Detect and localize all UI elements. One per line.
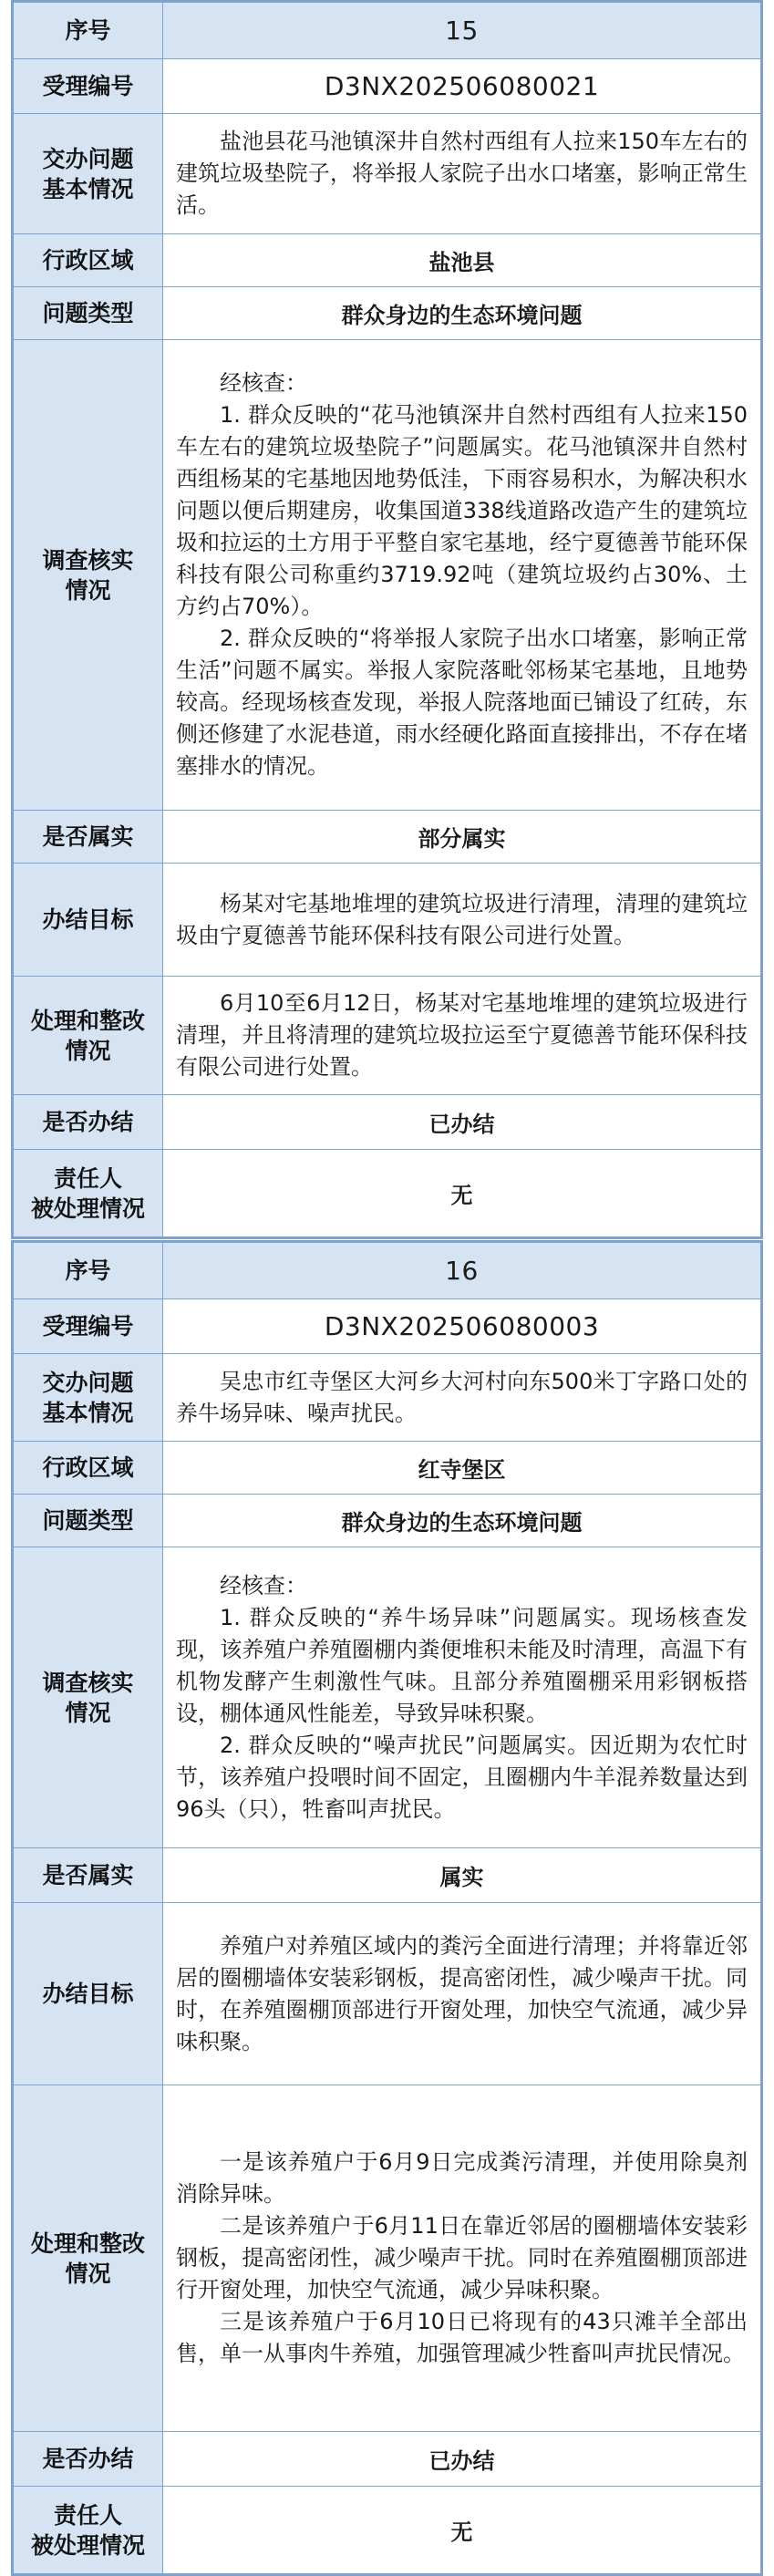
- case-card: [11, 0, 763, 1239]
- case-card: [11, 1240, 763, 2576]
- investigation-para: 2. 群众反映的“噪声扰民”问题属实。因近期为农忙时节，该养殖户投喂时间不固定，且圈棚内牛羊混养数量达到96头（只），牲畜叫声扰民。: [176, 1732, 748, 1822]
- issue-text: 吴忠市红寺堡区大河乡大河村向东500米丁字路口处的养牛场异味、噪声扰民。: [176, 1368, 748, 1426]
- row-seq: [14, 1243, 761, 1299]
- label-seq: 序号: [14, 3, 163, 59]
- value-handling: [163, 2085, 761, 2432]
- label-accountability: [14, 2487, 163, 2574]
- label-issue: [14, 1354, 163, 1442]
- value-issue: [163, 114, 761, 234]
- value-acceptance-no: D3NX202506080003: [163, 1299, 761, 1354]
- label-issue-type: 问题类型: [14, 1495, 163, 1547]
- value-region: 盐池县: [163, 234, 761, 287]
- goal-text: 杨某对宅基地堆埋的建筑垃圾进行清理，清理的建筑垃圾由宁夏德善节能环保科技有限公司进行处置。: [176, 890, 748, 948]
- label-verified: 是否属实: [14, 811, 163, 864]
- value-goal: [163, 1903, 761, 2085]
- investigation-para: 经核查：: [220, 370, 307, 396]
- value-seq: 16: [163, 1243, 761, 1299]
- label-investigation-line2: 情况: [65, 576, 111, 604]
- case-table: [13, 2, 761, 1237]
- row-handling: [14, 977, 761, 1095]
- row-seq: [14, 3, 761, 59]
- label-closed: 是否办结: [14, 2432, 163, 2487]
- row-investigation: [14, 1547, 761, 1848]
- label-issue-line2: 基本情况: [42, 175, 134, 202]
- label-acceptance-no: 受理编号: [14, 1299, 163, 1354]
- row-goal: [14, 864, 761, 977]
- label-investigation: [14, 340, 163, 811]
- label-accountability-line1: 责任人: [53, 2501, 122, 2529]
- investigation-para: 1. 群众反映的“花马池镇深井自然村西组有人拉来150车左右的建筑垃圾垫院子”问题属实。花马池镇深井自然村西组杨某的宅基地因地势低洼，下雨容易积水，为解决积水问题以便后期建房，收集国道338线道路改造产生的建筑垃圾和拉运的土方用于平整自家宅基地，经宁夏德善节能环保科技有限公司称重约3719.92吨（建筑垃圾约占30%、土方约占70%）。: [176, 402, 748, 619]
- goal-text: 养殖户对养殖区域内的粪污全面进行清理；并将靠近邻居的圈棚墙体安装彩钢板，提高密闭性，减少噪声干扰。同时，在养殖圈棚顶部进行开窗处理，加快空气流通，减少异味积聚。: [176, 1932, 748, 2054]
- value-closed: 已办结: [163, 1095, 761, 1150]
- label-handling: [14, 977, 163, 1095]
- value-closed: 已办结: [163, 2432, 761, 2487]
- label-investigation: [14, 1547, 163, 1848]
- value-issue-type: 群众身边的生态环境问题: [163, 1495, 761, 1547]
- label-issue: [14, 114, 163, 234]
- label-accountability: [14, 1150, 163, 1237]
- label-accountability-line1: 责任人: [53, 1164, 122, 1192]
- row-handling: [14, 2085, 761, 2432]
- handling-para: 二是该养殖户于6月11日在靠近邻居的圈棚墙体安装彩钢板，提高密闭性，减少噪声干扰。同时在养殖圈棚顶部进行开窗处理，加快空气流通，减少异味积聚。: [176, 2213, 748, 2302]
- row-acceptance-no: [14, 59, 761, 114]
- row-accountability: [14, 1150, 761, 1237]
- issue-text: 盐池县花马池镇深井自然村西组有人拉来150车左右的建筑垃圾垫院子，将举报人家院子出水口堵塞，影响正常生活。: [176, 129, 748, 218]
- label-region: 行政区域: [14, 1442, 163, 1495]
- row-verified: [14, 1848, 761, 1903]
- case-table: [13, 1242, 761, 2574]
- row-issue-type: [14, 287, 761, 340]
- value-accountability: 无: [163, 1150, 761, 1237]
- value-goal: [163, 864, 761, 977]
- label-issue-type: 问题类型: [14, 287, 163, 340]
- row-verified: [14, 811, 761, 864]
- value-acceptance-no: D3NX202506080021: [163, 59, 761, 114]
- row-closed: [14, 2432, 761, 2487]
- handling-para: 一是该养殖户于6月9日完成粪污清理，并使用除臭剂消除异味。: [176, 2149, 748, 2207]
- label-investigation-line1: 调查核实: [42, 1669, 134, 1696]
- row-accountability: [14, 2487, 761, 2574]
- label-handling-line1: 处理和整改: [30, 1007, 145, 1034]
- value-verified: 部分属实: [163, 811, 761, 864]
- label-handling: [14, 2085, 163, 2432]
- row-issue: [14, 1354, 761, 1442]
- label-investigation-line1: 调查核实: [42, 546, 134, 574]
- row-region: [14, 1442, 761, 1495]
- row-issue: [14, 114, 761, 234]
- value-region: 红寺堡区: [163, 1442, 761, 1495]
- label-closed: 是否办结: [14, 1095, 163, 1150]
- handling-para: 6月10至6月12日，杨某对宅基地堆埋的建筑垃圾进行清理，并且将清理的建筑垃圾拉运至宁夏德善节能环保科技有限公司进行处置。: [176, 990, 748, 1080]
- row-acceptance-no: [14, 1299, 761, 1354]
- label-seq: 序号: [14, 1243, 163, 1299]
- label-verified: 是否属实: [14, 1848, 163, 1903]
- investigation-para: 2. 群众反映的“将举报人家院子出水口堵塞，影响正常生活”问题不属实。举报人家院落毗邻杨某宅基地，且地势较高。经现场核查发现，举报人院落地面已铺设了红砖，东侧还修建了水泥巷道，雨水经硬化路面直接排出，不存在堵塞排水的情况。: [176, 626, 748, 779]
- label-issue-line1: 交办问题: [42, 145, 134, 172]
- label-issue-line2: 基本情况: [42, 1399, 134, 1426]
- value-accountability: 无: [163, 2487, 761, 2574]
- row-goal: [14, 1903, 761, 2085]
- handling-para: 三是该养殖户于6月10日已将现有的43只滩羊全部出售，单一从事肉牛养殖，加强管理减少牲畜叫声扰民情况。: [176, 2309, 748, 2366]
- value-issue: [163, 1354, 761, 1442]
- label-accountability-line2: 被处理情况: [30, 2531, 145, 2559]
- row-closed: [14, 1095, 761, 1150]
- value-investigation: [163, 1547, 761, 1848]
- investigation-para: 经核查：: [220, 1572, 307, 1598]
- row-investigation: [14, 340, 761, 811]
- value-handling: [163, 977, 761, 1095]
- label-handling-line2: 情况: [65, 2260, 111, 2287]
- label-acceptance-no: 受理编号: [14, 59, 163, 114]
- label-handling-line1: 处理和整改: [30, 2229, 145, 2257]
- row-region: [14, 234, 761, 287]
- row-issue-type: [14, 1495, 761, 1547]
- label-region: 行政区域: [14, 234, 163, 287]
- label-issue-line1: 交办问题: [42, 1369, 134, 1396]
- label-goal: 办结目标: [14, 1903, 163, 2085]
- value-verified: 属实: [163, 1848, 761, 1903]
- value-seq: 15: [163, 3, 761, 59]
- label-investigation-line2: 情况: [65, 1699, 111, 1726]
- label-handling-line2: 情况: [65, 1037, 111, 1064]
- value-issue-type: 群众身边的生态环境问题: [163, 287, 761, 340]
- label-accountability-line2: 被处理情况: [30, 1195, 145, 1222]
- label-goal: 办结目标: [14, 864, 163, 977]
- investigation-para: 1. 群众反映的“养牛场异味”问题属实。现场核查发现，该养殖户养殖圈棚内粪便堆积未能及时清理，高温下有机物发酵产生刺激性气味。且部分养殖圈棚采用彩钢板搭设，棚体通风性能差，导致异味积聚。: [176, 1604, 748, 1726]
- value-investigation: [163, 340, 761, 811]
